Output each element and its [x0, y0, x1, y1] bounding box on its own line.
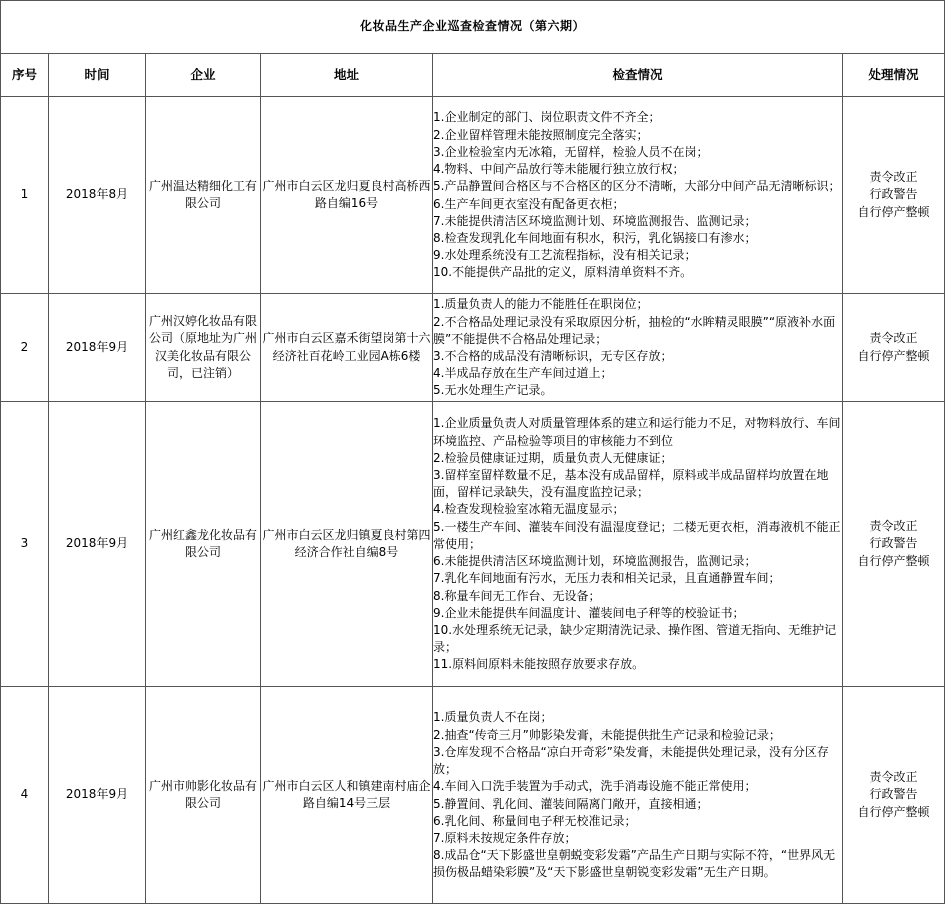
header-date: 时间 [49, 54, 146, 97]
finding-item: 6.未能提供清洁区环境监测计划，环境监测报告，监测记录； [433, 554, 757, 569]
table-title: 化妆品生产企业巡查检查情况（第六期） [1, 1, 945, 54]
finding-item: 7.原料未按规定条件存放； [433, 830, 577, 845]
finding-item: 7.未能提供清洁区环境监测计划、环境监测报告、监测记录； [433, 213, 757, 228]
header-findings: 检查情况 [433, 54, 843, 97]
row-no: 2 [1, 294, 49, 402]
row-no: 3 [1, 402, 49, 687]
row-address: 广州市白云区龙归镇夏良村第四经济合作社自编8号 [261, 402, 433, 687]
header-no: 序号 [1, 54, 49, 97]
row-address: 广州市白云区人和镇建南村庙企路自编14号三层 [261, 687, 433, 904]
row-findings [433, 687, 843, 904]
row-actions [843, 97, 945, 294]
row-company: 广州市帅影化妆品有限公司 [146, 687, 261, 904]
header-row [1, 54, 945, 97]
finding-item: 3.留样室留样数量不足，基本没有成品留样，原料或半成品留样均放置在地面，留样记录缺失，没有温度监控记录； [433, 468, 829, 500]
table-row [1, 687, 945, 904]
finding-item: 3.不合格的成品没有清晰标识，无专区存放； [433, 349, 673, 363]
finding-item: 2.企业留样管理未能按照制度完全落实； [433, 127, 649, 142]
action-item: 责令改正 [869, 331, 918, 346]
action-item: 行政警告 [869, 536, 918, 551]
finding-item: 9.水处理系统没有工艺流程指标，没有相关记录； [433, 248, 697, 263]
row-date: 2018年9月 [49, 687, 146, 904]
finding-item: 3.企业检验室内无冰箱，无留样，检验人员不在岗； [433, 144, 709, 159]
row-date: 2018年9月 [49, 402, 146, 687]
finding-item: 1.企业制定的部门、岗位职责文件不齐全； [433, 110, 661, 125]
finding-item: 7.乳化车间地面有污水，无压力表和相关记录，且直通静置车间； [433, 571, 781, 586]
action-item: 自行停产整顿 [857, 553, 930, 568]
row-no: 1 [1, 97, 49, 294]
row-actions [843, 402, 945, 687]
action-item: 行政警告 [869, 187, 918, 202]
action-item: 自行停产整顿 [857, 204, 930, 219]
header-actions: 处理情况 [843, 54, 945, 97]
row-company: 广州汉婷化妆品有限公司（原地址为广州汉美化妆品有限公司，已注销） [146, 294, 261, 402]
finding-item: 5.产品静置间合格区与不合格区的区分不清晰，大部分中间产品无清晰标识； [433, 179, 841, 194]
finding-item: 6.乳化间、称量间电子秤无校准记录； [433, 813, 637, 828]
row-date: 2018年8月 [49, 97, 146, 294]
action-item: 责令改正 [869, 770, 918, 785]
row-findings [433, 97, 843, 294]
row-actions [843, 687, 945, 904]
finding-item: 2.检验员健康证过期，质量负责人无健康证； [433, 450, 673, 465]
finding-item: 4.检查发现检验室冰箱无温度显示； [433, 502, 625, 517]
header-address: 地址 [261, 54, 433, 97]
table-row [1, 294, 945, 402]
row-findings [433, 294, 843, 402]
finding-item: 5.一楼生产车间、灌装车间没有温湿度登记；二楼无更衣柜，消毒液机不能正常使用； [433, 519, 841, 551]
finding-item: 6.生产车间更衣室没有配备更衣柜； [433, 196, 625, 211]
row-company: 广州红鑫龙化妆品有限公司 [146, 402, 261, 687]
finding-item: 1.企业质量负责人对质量管理体系的建立和运行能力不足，对物料放行、车间环境监控、产品检验等项目的审核能力不到位 [433, 416, 841, 448]
finding-item: 8.称量车间无工作台、无设备； [433, 588, 601, 603]
finding-item: 8.检查发现乳化车间地面有积水，积污，乳化锅接口有渗水； [433, 230, 757, 245]
finding-item: 1.质量负责人的能力不能胜任在职岗位； [433, 297, 649, 312]
table-row [1, 402, 945, 687]
row-company: 广州温达精细化工有限公司 [146, 97, 261, 294]
action-item: 责令改正 [869, 170, 918, 185]
row-no: 4 [1, 687, 49, 904]
finding-item: 3.仓库发现不合格品“凉白开奇彩”染发膏，未能提供处理记录，没有分区存放； [433, 744, 829, 777]
action-item: 自行停产整顿 [857, 804, 930, 819]
action-item: 自行停产整顿 [857, 348, 930, 363]
finding-item: 1.质量负责人不在岗； [433, 710, 553, 725]
finding-item: 10.水处理系统无记录，缺少定期清洗记录、操作图、管道无指向、无维护记录； [433, 622, 837, 655]
finding-item: 9.企业未能提供车间温度计、灌装间电子秤等的校验证书； [433, 605, 745, 620]
finding-item: 8.成品仓“天下影盛世皇朝蜕变彩发霜”产品生产日期与实际不符，“世界风无损伤极品蜡染彩膜”及“天下影盛世皇朝锐变彩发霜”无生产日期。 [433, 848, 836, 880]
finding-item: 4.车间入口洗手装置为手动式，洗手消毒设施不能正常使用； [433, 779, 757, 794]
row-actions [843, 294, 945, 402]
finding-item: 5.无水处理生产记录。 [433, 383, 553, 398]
finding-item: 2.不合格品处理记录没有采取原因分析，抽检的“水眸精灵眼膜”“原液补水面膜”不能提供不合格品处理记录； [433, 314, 836, 346]
action-item: 责令改正 [869, 519, 918, 534]
finding-item: 10.不能提供产品批的定义，原料清单资料不齐。 [433, 265, 693, 280]
finding-item: 4.物料、中间产品放行等未能履行独立放行权； [433, 162, 685, 177]
table-row [1, 97, 945, 294]
finding-item: 4.半成品存放在生产车间过道上； [433, 366, 613, 381]
row-findings [433, 402, 843, 687]
action-item: 行政警告 [869, 787, 918, 802]
finding-item: 11.原料间原料未能按照存放要求存放。 [433, 657, 645, 672]
row-date: 2018年9月 [49, 294, 146, 402]
header-company: 企业 [146, 54, 261, 97]
row-address: 广州市白云区嘉禾街望岗第十六经济社百花岭工业园A栋6楼 [261, 294, 433, 402]
row-address: 广州市白云区龙归夏良村高桥西路自编16号 [261, 97, 433, 294]
finding-item: 2.抽查“传奇三月”帅影染发膏，未能提供批生产记录和检验记录； [433, 727, 781, 742]
finding-item: 5.静置间、乳化间、灌装间隔离门敞开，直接相通； [433, 796, 709, 811]
